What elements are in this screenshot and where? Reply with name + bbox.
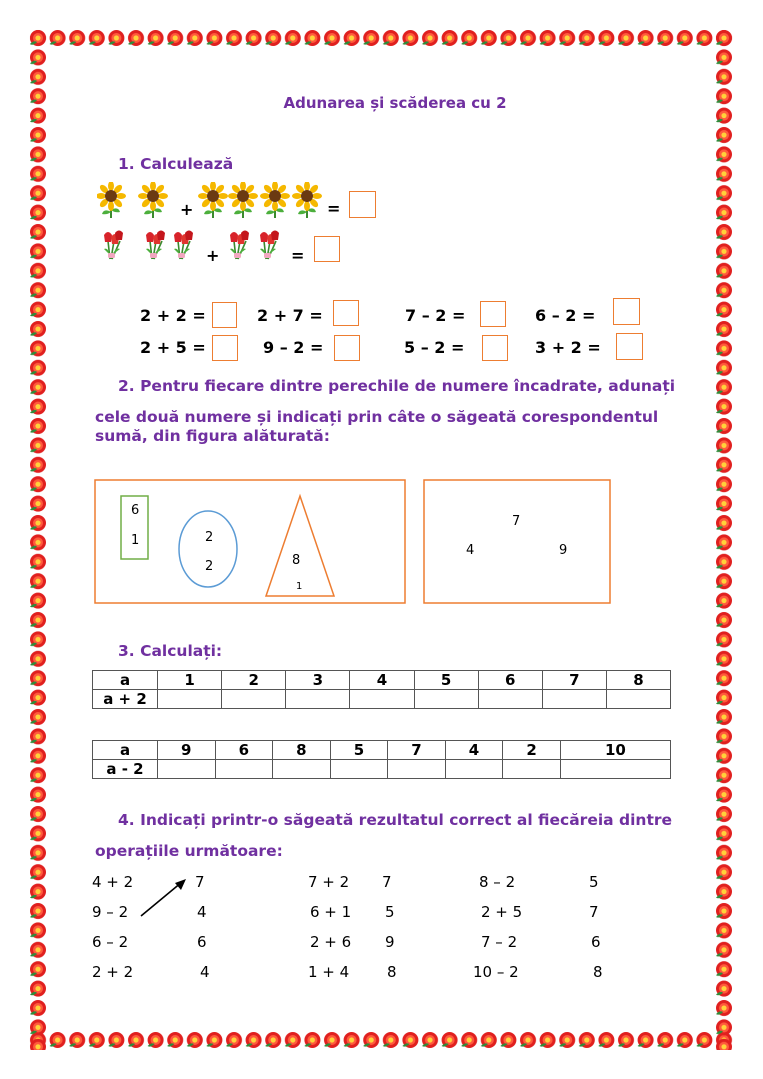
example-arrow bbox=[138, 876, 190, 920]
answer-cell[interactable] bbox=[503, 760, 561, 779]
table-cell: 1 bbox=[158, 671, 222, 690]
ex4-result: 8 bbox=[593, 963, 603, 981]
ellipse-number: 2 bbox=[205, 530, 214, 545]
sunflower-icon bbox=[198, 182, 228, 218]
sums-figure bbox=[423, 479, 613, 605]
flower-border-right bbox=[714, 28, 734, 1050]
answer-cell[interactable] bbox=[560, 760, 670, 779]
table-row bbox=[93, 690, 671, 709]
answer-cell[interactable] bbox=[158, 760, 216, 779]
table-cell: 4 bbox=[445, 741, 503, 760]
ex2-heading-line2: cele două numere și indicați prin câte o săgeată corespondentul bbox=[95, 408, 659, 426]
ex4-result: 7 bbox=[589, 903, 599, 921]
sum-number: 9 bbox=[559, 543, 568, 558]
table-cell: 5 bbox=[330, 741, 388, 760]
ex4-operation: 2 + 2 bbox=[92, 963, 134, 981]
table-cell: 4 bbox=[350, 671, 414, 690]
table-cell: 6 bbox=[478, 671, 542, 690]
sum-number: 7 bbox=[512, 514, 521, 529]
sunflower-icon bbox=[292, 182, 322, 218]
ex4-operation: 2 + 6 bbox=[310, 933, 352, 951]
sunflower-icon bbox=[97, 182, 126, 218]
table-row bbox=[93, 760, 671, 779]
answer-cell[interactable] bbox=[414, 690, 478, 709]
ex4-result: 8 bbox=[387, 963, 397, 981]
figure-frame bbox=[95, 480, 405, 603]
ex4-operation: 7 – 2 bbox=[481, 933, 518, 951]
answer-cell[interactable] bbox=[222, 690, 286, 709]
flower-border-top bbox=[28, 28, 734, 48]
ex4-result: 6 bbox=[197, 933, 207, 951]
arrow-head-icon bbox=[175, 879, 186, 890]
operation: 6 – 2 = bbox=[535, 306, 596, 325]
answer-cell[interactable] bbox=[388, 760, 446, 779]
equals-sign: = bbox=[327, 199, 341, 218]
tulip-bouquet-icon bbox=[146, 231, 165, 260]
flower-border-bottom bbox=[28, 1030, 734, 1050]
operation: 7 – 2 = bbox=[405, 306, 466, 325]
answer-box[interactable] bbox=[212, 302, 237, 328]
tulip-row bbox=[98, 229, 288, 263]
table-cell: 6 bbox=[215, 741, 273, 760]
ex4-result: 5 bbox=[385, 903, 395, 921]
blue-ellipse bbox=[179, 511, 237, 587]
table-cell: 9 bbox=[158, 741, 216, 760]
ex3-heading: 3. Calculați: bbox=[118, 642, 223, 660]
ex4-result: 4 bbox=[200, 963, 210, 981]
operation: 3 + 2 = bbox=[535, 338, 601, 357]
answer-cell[interactable] bbox=[478, 690, 542, 709]
answer-cell[interactable] bbox=[158, 690, 222, 709]
number-pairs-figure bbox=[94, 479, 408, 605]
table-cell: 2 bbox=[222, 671, 286, 690]
tulip-bouquet-icon bbox=[174, 231, 193, 260]
ex4-operation: 6 – 2 bbox=[92, 933, 129, 951]
page-title: Adunarea și scăderea cu 2 bbox=[283, 94, 507, 112]
ex4-operation: 8 – 2 bbox=[479, 873, 516, 891]
sunflower-row bbox=[97, 182, 337, 220]
ex4-heading-line2: operațiile următoare: bbox=[95, 842, 283, 860]
ex4-heading: 4. Indicați printr-o săgeată rezultatul correct al fiecăreia dintre bbox=[118, 811, 673, 829]
triangle-number: 1 bbox=[296, 581, 303, 592]
answer-cell[interactable] bbox=[273, 760, 331, 779]
tulip-bouquet-icon bbox=[104, 231, 123, 260]
ex2-heading: 2. Pentru fiecare dintre perechile de numere încadrate, adunați bbox=[118, 377, 676, 395]
answer-cell[interactable] bbox=[215, 760, 273, 779]
table-cell: 7 bbox=[388, 741, 446, 760]
ex4-operation: 6 + 1 bbox=[310, 903, 352, 921]
table-cell: 8 bbox=[273, 741, 331, 760]
sunflower-icon bbox=[260, 182, 290, 218]
ex4-operation: 7 + 2 bbox=[308, 873, 350, 891]
sums-frame bbox=[424, 480, 610, 603]
table-header-cell: a + 2 bbox=[93, 690, 158, 709]
table-cell: 3 bbox=[286, 671, 350, 690]
operation: 2 + 5 = bbox=[140, 338, 206, 357]
table-cell: 2 bbox=[503, 741, 561, 760]
table-row bbox=[93, 671, 671, 690]
ex1-heading: 1. Calculează bbox=[118, 155, 234, 173]
sunflower-icon bbox=[138, 182, 168, 218]
plus-sign: + bbox=[206, 246, 220, 265]
answer-box[interactable] bbox=[212, 335, 238, 361]
operation: 2 + 2 = bbox=[140, 306, 206, 325]
ex4-operation: 1 + 4 bbox=[308, 963, 350, 981]
table-header-cell: a - 2 bbox=[93, 760, 158, 779]
ex4-operation: 2 + 5 bbox=[481, 903, 523, 921]
ex4-operation: 9 – 2 bbox=[92, 903, 129, 921]
triangle-number: 8 bbox=[292, 553, 301, 568]
ex4-operation: 4 + 2 bbox=[92, 873, 134, 891]
ex4-result: 4 bbox=[197, 903, 207, 921]
operation: 2 + 7 = bbox=[257, 306, 323, 325]
operation: 5 – 2 = bbox=[404, 338, 465, 357]
answer-box[interactable] bbox=[349, 191, 376, 218]
tulip-bouquet-icon bbox=[260, 231, 279, 260]
ex4-result: 7 bbox=[195, 873, 205, 891]
sunflower-icon bbox=[228, 182, 258, 218]
answer-cell[interactable] bbox=[286, 690, 350, 709]
equals-sign: = bbox=[291, 246, 305, 265]
subtraction-table bbox=[92, 740, 671, 779]
answer-box[interactable] bbox=[334, 335, 360, 361]
addition-table bbox=[92, 670, 671, 709]
table-cell: 7 bbox=[542, 671, 606, 690]
operation: 9 – 2 = bbox=[263, 338, 324, 357]
answer-cell[interactable] bbox=[606, 690, 670, 709]
answer-cell[interactable] bbox=[330, 760, 388, 779]
table-header-cell: a bbox=[93, 741, 158, 760]
rect-number: 1 bbox=[131, 533, 140, 548]
answer-box[interactable] bbox=[616, 333, 643, 360]
ex4-result: 5 bbox=[589, 873, 599, 891]
ellipse-number: 2 bbox=[205, 559, 214, 574]
ex4-result: 9 bbox=[385, 933, 395, 951]
answer-cell[interactable] bbox=[445, 760, 503, 779]
answer-cell[interactable] bbox=[350, 690, 414, 709]
ex4-result: 6 bbox=[591, 933, 601, 951]
table-cell: 10 bbox=[560, 741, 670, 760]
tulip-bouquet-icon bbox=[230, 231, 249, 260]
table-cell: 8 bbox=[606, 671, 670, 690]
ex4-result: 7 bbox=[382, 873, 392, 891]
answer-box[interactable] bbox=[333, 300, 359, 326]
plus-sign: + bbox=[180, 200, 194, 219]
flower-border-left bbox=[28, 28, 48, 1050]
ex4-operation: 10 – 2 bbox=[473, 963, 519, 981]
answer-box[interactable] bbox=[314, 236, 340, 262]
table-cell: 5 bbox=[414, 671, 478, 690]
ex2-heading-line3: sumă, din figura alăturată: bbox=[95, 427, 330, 445]
rect-number: 6 bbox=[131, 503, 140, 518]
table-header-cell: a bbox=[93, 671, 158, 690]
answer-box[interactable] bbox=[482, 335, 508, 361]
sum-number: 4 bbox=[466, 543, 475, 558]
answer-box[interactable] bbox=[613, 298, 640, 325]
table-row bbox=[93, 741, 671, 760]
answer-cell[interactable] bbox=[542, 690, 606, 709]
answer-box[interactable] bbox=[480, 301, 506, 327]
